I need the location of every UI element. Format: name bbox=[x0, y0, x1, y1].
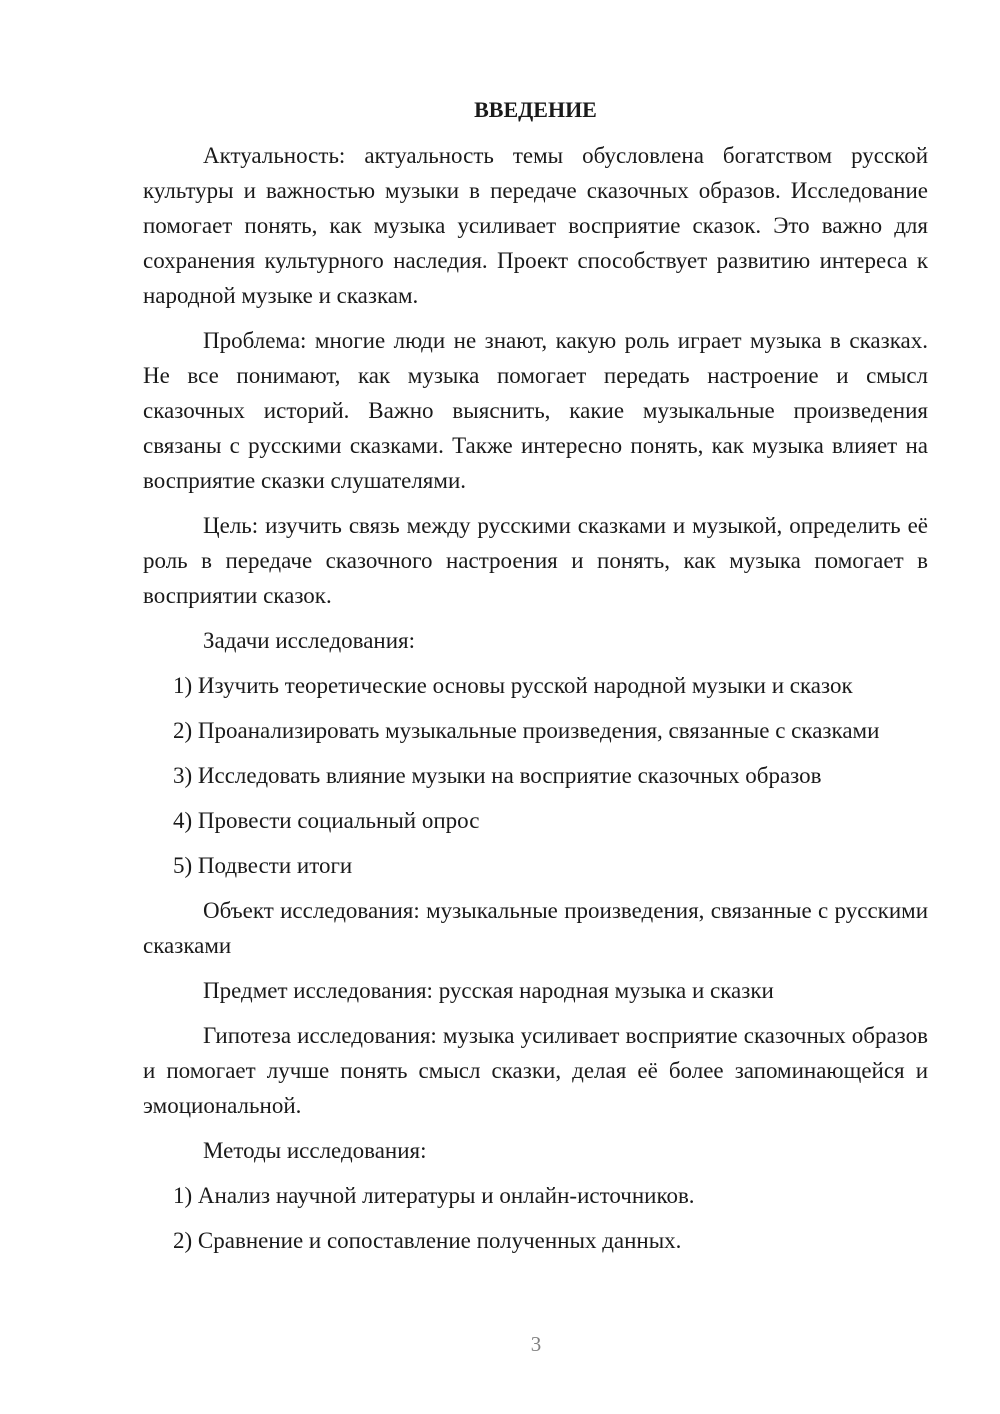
paragraph-object: Объект исследования: музыкальные произведения, связанные с русскими сказками bbox=[143, 898, 928, 958]
paragraph-relevance: Актуальность: актуальность темы обусловлена богатством русской культуры и важностью музыки в передаче сказочных образов. Исследование помогает понять, как музыка усиливает восприятие сказок. Это важно для сохранения культурного наследия. Проект способствует развитию интереса к народной музыке и сказкам. bbox=[143, 143, 928, 308]
task-item: 3) Исследовать влияние музыки на восприятие сказочных образов bbox=[173, 763, 822, 788]
paragraph-subject: Предмет исследования: русская народная музыка и сказки bbox=[203, 978, 774, 1003]
document-body bbox=[143, 94, 928, 1268]
paragraph-problem: Проблема: многие люди не знают, какую роль играет музыка в сказках. Не все понимают, как музыка помогает передать настроение и смысл сказочных историй. Важно выяснить, какие музыкальные произведения связаны с русскими сказками. Также интересно понять, как музыка влияет на восприятие сказки слушателями. bbox=[143, 328, 928, 493]
task-item: 2) Проанализировать музыкальные произведения, связанные с сказками bbox=[173, 718, 880, 743]
tasks-heading: Задачи исследования: bbox=[203, 628, 416, 653]
page-title: ВВЕДЕНИЕ bbox=[474, 97, 597, 122]
method-item: 2) Сравнение и сопоставление полученных данных. bbox=[173, 1228, 682, 1253]
method-item: 1) Анализ научной литературы и онлайн-источников. bbox=[173, 1183, 695, 1208]
paragraph-hypothesis: Гипотеза исследования: музыка усиливает восприятие сказочных образов и помогает лучше понять смысл сказки, делая её более запоминающейся и эмоциональной. bbox=[143, 1023, 928, 1118]
page-number: 3 bbox=[530, 1332, 542, 1356]
task-item: 5) Подвести итоги bbox=[173, 853, 353, 878]
methods-heading: Методы исследования: bbox=[203, 1138, 427, 1163]
paragraph-goal: Цель: изучить связь между русскими сказками и музыкой, определить её роль в передаче сказочного настроения и понять, как музыка помогает в восприятии сказок. bbox=[143, 513, 928, 608]
task-item: 4) Провести социальный опрос bbox=[173, 808, 480, 833]
task-item: 1) Изучить теоретические основы русской народной музыки и сказок bbox=[173, 673, 853, 698]
